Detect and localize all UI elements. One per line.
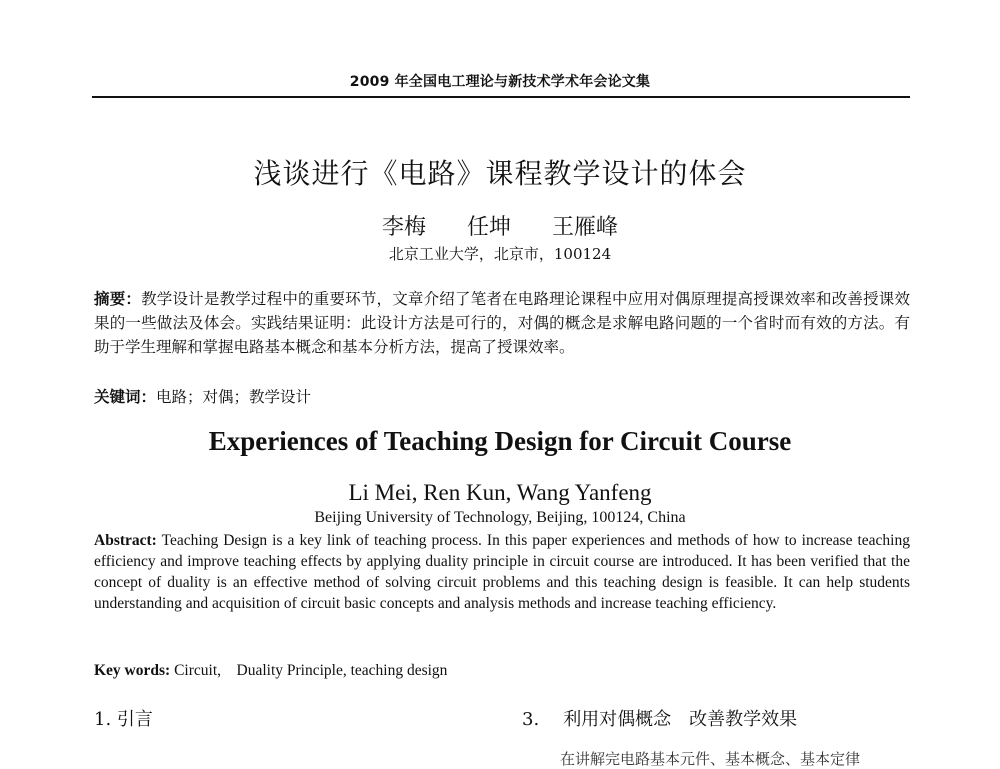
english-abstract [94, 530, 910, 614]
chinese-abstract-label: 摘要： [94, 289, 142, 308]
chinese-title: 浅谈进行《电路》课程教学设计的体会 [253, 157, 747, 190]
chinese-authors [0, 210, 1000, 241]
section-heading-introduction: 1. 引言 [94, 709, 153, 730]
body-text-partial-line: 在讲解完电路基本元件、基本概念、基本定律 [560, 750, 861, 768]
english-keywords [94, 662, 447, 680]
english-abstract-label: Abstract: [94, 532, 157, 549]
english-title: Experiences of Teaching Design for Circuit Course [208, 426, 792, 456]
chinese-keywords-text: 电路；对偶；教学设计 [156, 388, 312, 406]
english-abstract-text: Teaching Design is a key link of teaching process. In this paper experiences and methods of how to increase teaching efficiency and improve teaching effects by applying duality principle in circuit course are introduced. It has been verified that the concept of duality is an effective method of solving circuit problems and this teaching design is feasible. It can help students understanding and acquisition of circuit basic concepts and analysis methods and increase teaching efficiency. [94, 532, 910, 612]
english-keywords-label: Key words: [94, 662, 171, 679]
header-rule [92, 96, 910, 98]
section-heading-duality [522, 705, 797, 731]
english-authors: Li Mei, Ren Kun, Wang Yanfeng [348, 480, 652, 505]
chinese-affiliation: 北京工业大学，北京市，100124 [388, 245, 612, 263]
author-1: 李梅 [381, 215, 426, 240]
author-3: 王雁峰 [552, 215, 619, 240]
english-affiliation: Beijing University of Technology, Beijing, 100124, China [314, 509, 686, 526]
section-title: 利用对偶概念 改善教学效果 [563, 709, 798, 730]
proceedings-header: 2009 年全国电工理论与新技术学术年会论文集 [349, 74, 651, 90]
english-keywords-text: Circuit, Duality Principle, teaching design [174, 662, 448, 679]
chinese-keywords-label: 关键词： [94, 387, 157, 406]
chinese-abstract-text: 教学设计是教学过程中的重要环节，文章介绍了笔者在电路理论课程中应用对偶原理提高授课效率和改善授课效果的一些做法及体会。实践结果证明：此设计方法是可行的，对偶的概念是求解电路问题的一个省时而有效的方法。有助于学生理解和掌握电路基本概念和基本分析方法，提高了授课效率。 [94, 290, 910, 356]
author-2: 任坤 [466, 215, 511, 240]
chinese-abstract [94, 287, 910, 359]
section-number: 3. [522, 709, 540, 730]
chinese-keywords [94, 385, 311, 407]
